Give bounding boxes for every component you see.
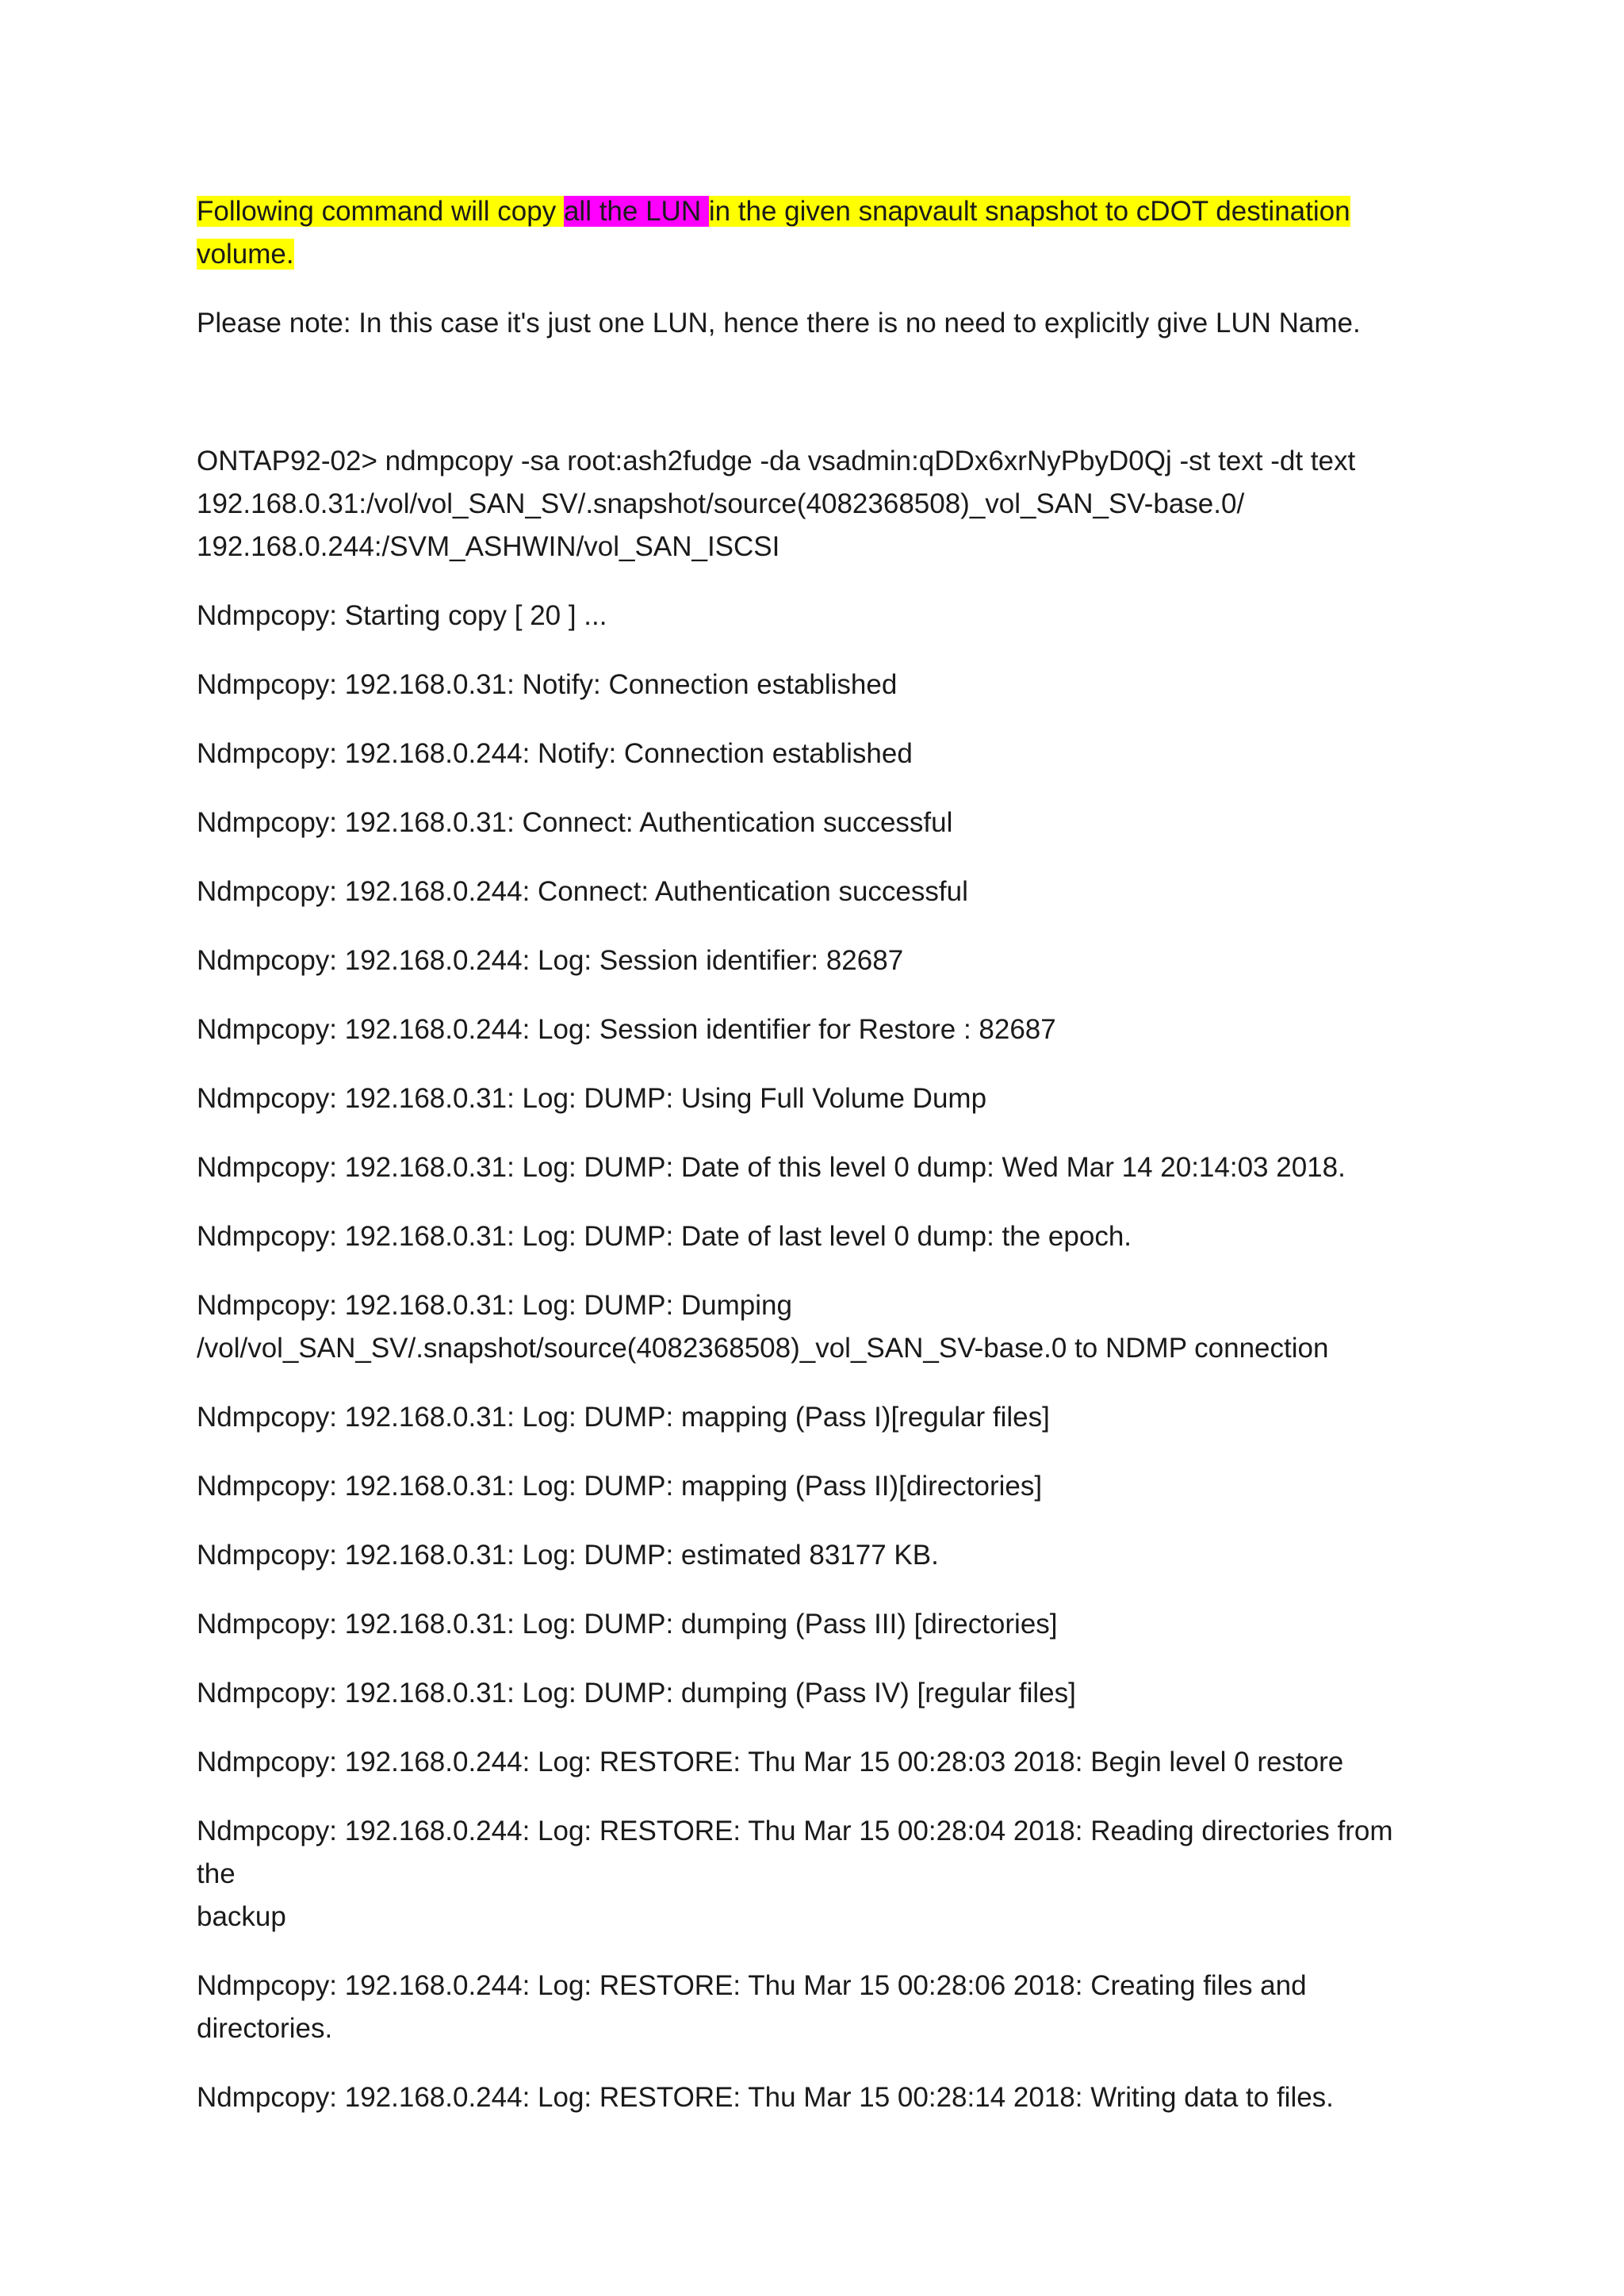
log-line (197, 1284, 1434, 1370)
command-line-1: ONTAP92-02> ndmpcopy -sa root:ash2fudge -da vsadmin:qDDx6xrNyPbyD0Qj -st text -dt text (197, 446, 1356, 476)
blank-space (197, 371, 1434, 440)
command-line-3: 192.168.0.244:/SVM_ASHWIN/vol_SAN_ISCSI (197, 531, 780, 562)
log-line (197, 1672, 1434, 1715)
document-body (197, 190, 1434, 2145)
log-line-text: Ndmpcopy: 192.168.0.244: Log: RESTORE: Thu Mar 15 00:28:06 2018: Creating files and directories. (197, 1970, 1307, 2044)
log-line (197, 1965, 1434, 2050)
log-line-text: Ndmpcopy: 192.168.0.244: Notify: Connection established (197, 738, 913, 769)
log-line-text: Ndmpcopy: 192.168.0.31: Connect: Authentication successful (197, 807, 953, 838)
intro-text-part4: volume. (197, 239, 294, 270)
log-line (197, 1534, 1434, 1577)
log-line-text: Ndmpcopy: 192.168.0.31: Log: DUMP: estimated 83177 KB. (197, 1540, 939, 1571)
intro-text-part3: in the given snapvault snapshot to cDOT destination (708, 196, 1350, 227)
command-paragraph (197, 440, 1434, 568)
log-line-text: Ndmpcopy: 192.168.0.31: Log: DUMP: Dumping (197, 1290, 792, 1321)
log-line (197, 1008, 1434, 1051)
log-line (197, 595, 1434, 637)
log-output (197, 595, 1434, 2119)
log-line (197, 1465, 1434, 1508)
log-line (197, 1077, 1434, 1120)
log-line (197, 2076, 1434, 2119)
intro-text-emphasis: all the LUN (563, 196, 709, 227)
log-line (197, 1603, 1434, 1646)
log-line-text: Ndmpcopy: 192.168.0.31: Log: DUMP: Using Full Volume Dump (197, 1083, 987, 1114)
log-line-text: Ndmpcopy: 192.168.0.31: Notify: Connection established (197, 669, 898, 700)
log-line (197, 1146, 1434, 1189)
log-line-text: Ndmpcopy: Starting copy [ 20 ] ... (197, 600, 607, 631)
log-line-text: Ndmpcopy: 192.168.0.244: Log: RESTORE: Thu Mar 15 00:28:03 2018: Begin level 0 restore (197, 1747, 1344, 1777)
log-line (197, 1215, 1434, 1258)
log-line (197, 1810, 1434, 1938)
log-line (197, 664, 1434, 706)
log-line-text: Ndmpcopy: 192.168.0.31: Log: DUMP: mapping (Pass II)[directories] (197, 1471, 1043, 1502)
log-line-text: Ndmpcopy: 192.168.0.31: Log: DUMP: dumping (Pass IV) [regular files] (197, 1678, 1076, 1709)
command-line-2: 192.168.0.31:/vol/vol_SAN_SV/.snapshot/source(4082368508)_vol_SAN_SV-base.0/ (197, 488, 1245, 519)
log-line-continuation: /vol/vol_SAN_SV/.snapshot/source(4082368508)_vol_SAN_SV-base.0 to NDMP connection (197, 1333, 1329, 1364)
log-line-text: Ndmpcopy: 192.168.0.31: Log: DUMP: Date of this level 0 dump: Wed Mar 14 20:14:03 2018. (197, 1152, 1346, 1183)
intro-text-part1: Following command will copy (197, 196, 564, 227)
log-line (197, 871, 1434, 913)
log-line-text: Ndmpcopy: 192.168.0.244: Log: Session identifier: 82687 (197, 945, 904, 976)
log-line-text: Ndmpcopy: 192.168.0.244: Log: RESTORE: Thu Mar 15 00:28:04 2018: Reading directories from the (197, 1816, 1393, 1889)
log-line (197, 733, 1434, 775)
log-line (197, 802, 1434, 844)
note-paragraph: Please note: In this case it's just one LUN, hence there is no need to explicitly give LUN Name. (197, 308, 1361, 339)
log-line-text: Ndmpcopy: 192.168.0.31: Log: DUMP: mapping (Pass I)[regular files] (197, 1402, 1050, 1433)
log-line-text: Ndmpcopy: 192.168.0.244: Connect: Authentication successful (197, 876, 968, 907)
log-line-continuation: backup (197, 1901, 286, 1932)
log-line-text: Ndmpcopy: 192.168.0.244: Log: Session identifier for Restore : 82687 (197, 1014, 1056, 1045)
log-line-text: Ndmpcopy: 192.168.0.31: Log: DUMP: Date of last level 0 dump: the epoch. (197, 1221, 1132, 1252)
log-line (197, 1396, 1434, 1439)
log-line-text: Ndmpcopy: 192.168.0.31: Log: DUMP: dumping (Pass III) [directories] (197, 1609, 1058, 1640)
log-line (197, 1741, 1434, 1784)
intro-paragraph (197, 190, 1434, 276)
log-line-text: Ndmpcopy: 192.168.0.244: Log: RESTORE: Thu Mar 15 00:28:14 2018: Writing data to files. (197, 2082, 1334, 2113)
log-line (197, 939, 1434, 982)
